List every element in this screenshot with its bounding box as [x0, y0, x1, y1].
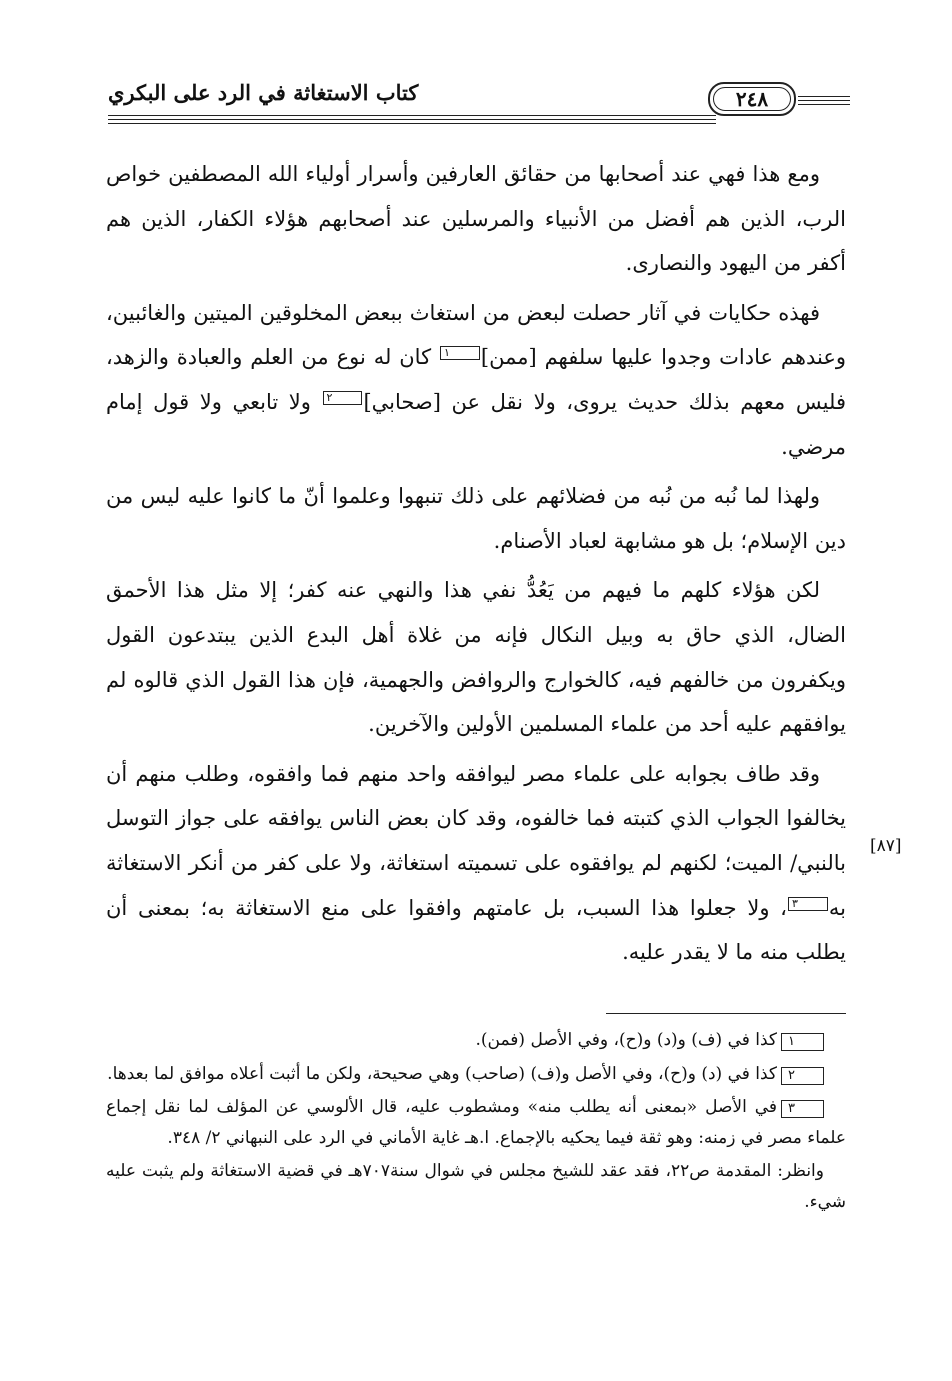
margin-marker: [٨٧]	[870, 836, 902, 856]
paragraph-text: لكن هؤلاء كلهم ما فيهم من يَعُدُّ نفي هذا والنهي عنه كفر؛ إلا مثل هذا الأحمق الضال، الذي حاق به وبيل النكال فإنه من غلاة أهل البدع الذين يبتدعون القول ويكفرون من خالفهم فيه، كالخوارج والروافض والجهمية، فإن هذا القول الذي قالوه لم يوافقهم عليه أحد من علماء المسلمين الأولين والآخرين.	[106, 578, 846, 737]
page-number: ٢٤٨	[735, 87, 769, 111]
paragraph	[106, 152, 846, 286]
paragraph	[106, 568, 846, 746]
main-text	[106, 152, 846, 980]
page-header	[108, 78, 850, 128]
footnote-reference: ٢	[323, 391, 363, 405]
footnote	[106, 1059, 846, 1090]
paragraph-text: وقد طاف بجوابه على علماء مصر ليوافقه واحد منهم فما وافقوه، وطلب منهم أن يخالفوا الجواب الذي كتبته فما خالفوه، وقد كان بعض الناس يوافقه على جواز التوسل بالنبي/ الميت؛ لكنهم لم يوافقوه على تسميته استغاثة، ولا على كفر من أنكر الاستغاثة به	[106, 761, 846, 920]
paragraph	[106, 291, 846, 469]
paragraph	[106, 752, 846, 975]
footnote-text: وانظر: المقدمة ص٢٢، فقد عقد للشيخ مجلس في شوال سنة٧٠٧هـ في قضية الاستغاثة ولم يثبت عليه شيء.	[106, 1161, 846, 1212]
book-title: كتاب الاستغاثة في الرد على البكري	[108, 80, 419, 105]
footnote-separator	[606, 1013, 846, 1014]
footnote	[106, 1156, 846, 1217]
footnote-number: ٣	[781, 1100, 824, 1118]
footnotes	[106, 1025, 846, 1220]
paragraph-text: ، ولا جعلوا هذا السبب، بل عامتهم وافقوا على منع الاستغاثة به؛ بمعنى أن يطلب منه ما لا يقدر عليه.	[106, 895, 846, 965]
header-rule-right	[798, 96, 850, 108]
paragraph-text: ولا تابعي ولا قول إمام مرضي.	[106, 389, 846, 459]
footnote	[106, 1025, 846, 1056]
footnote-text: كذا في (د) و(ح)، وفي الأصل و(ف) (صاحب) وهي صحيحة، ولكن ما أثبت أعلاه موافق لما بعدها.	[107, 1063, 778, 1084]
page-number-badge	[708, 82, 796, 116]
footnote-reference: ١	[440, 346, 480, 360]
footnote-text: كذا في (ف) و(د) و(ح)، وفي الأصل (فمن).	[475, 1030, 778, 1050]
footnote-reference: ٣	[788, 897, 828, 911]
footnote-number: ٢	[781, 1067, 824, 1085]
paragraph	[106, 474, 846, 563]
header-rule	[108, 115, 716, 127]
footnote-text: في الأصل «بمعنى أنه يطلب منه» ومشطوب عليه، قال الألوسي عن المؤلف لما نقل إجماع علماء مصر في زمنه: وهو ثقة فيما يحكيه بالإجماع. ا.هـ غاية الأماني في الرد على النبهاني ٢/ ٣٤٨.	[106, 1097, 846, 1148]
footnote	[106, 1092, 846, 1153]
paragraph-text: فهذه حكايات في آثار حصلت لبعض من استغاث ببعض المخلوقين الميتين والغائبين، وعندهم عادات وجدوا عليها سلفهم [ممن]	[106, 300, 846, 370]
paragraph-text: ولهذا لما نُبه من نُبه من فضلائهم على ذلك تنبهوا وعلموا أنّ ما كانوا عليه ليس من دين الإسلام؛ بل هو مشابهة لعباد الأصنام.	[106, 484, 846, 553]
footnote-number: ١	[781, 1033, 824, 1051]
paragraph-text: ومع هذا فهي عند أصحابها من حقائق العارفين وأسرار أولياء الله المصطفين خواص الرب، الذين هم أفضل من الأنبياء والمرسلين عند أصحابهم هؤلاء الكفار، الذين هم أكفر من اليهود والنصارى.	[106, 162, 846, 276]
paragraph-text: كان له نوع من العلم والعبادة والزهد، فليس معهم بذلك حديث يروى، ولا نقل عن [صحابي]	[106, 345, 846, 414]
